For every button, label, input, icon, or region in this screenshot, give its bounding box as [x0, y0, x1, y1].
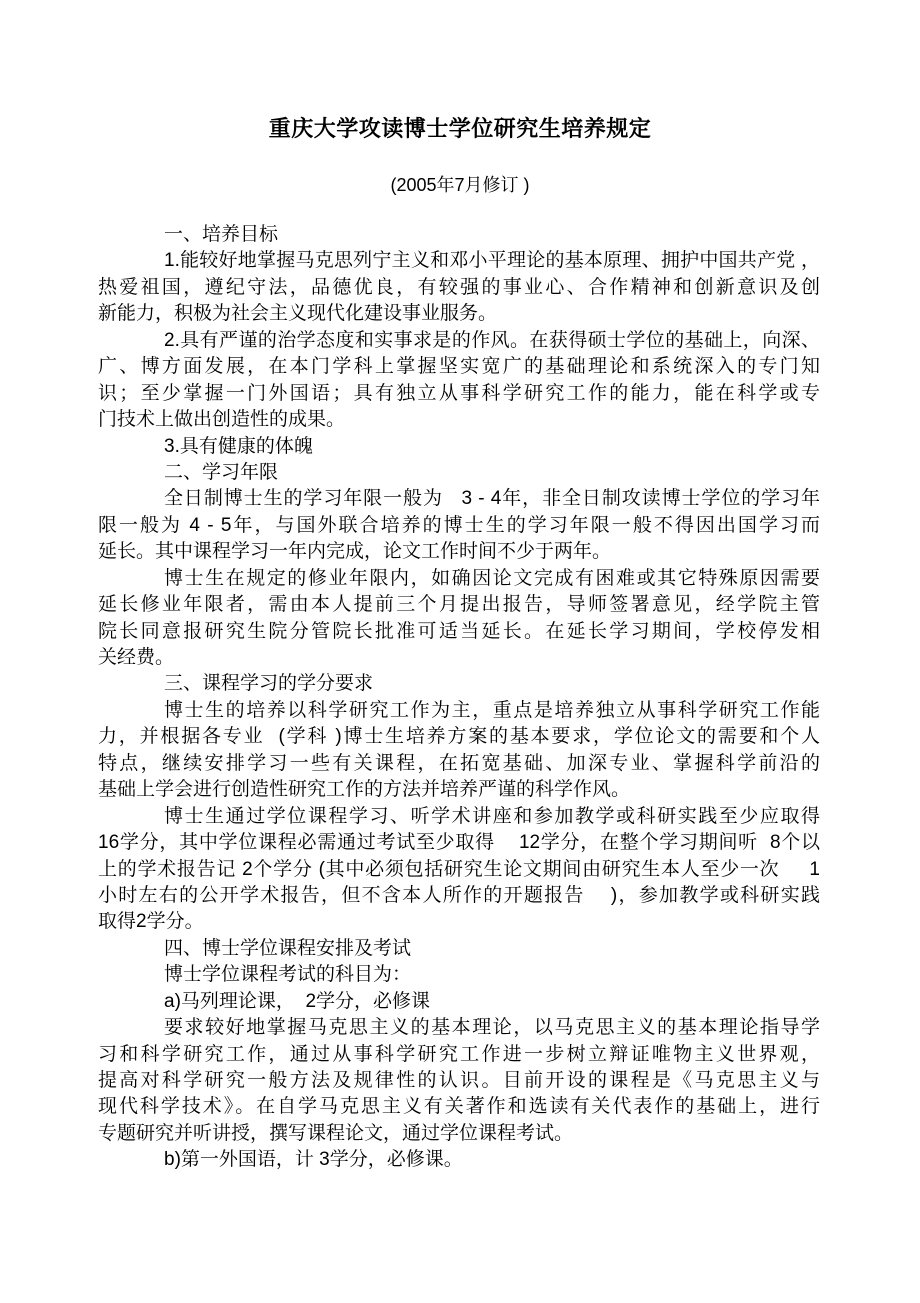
text-line: 关经费。	[98, 647, 175, 668]
text-line: 二、学习年限	[164, 461, 279, 483]
text-line: a)马列理论课， 2学分，必修课	[164, 990, 431, 1012]
text-line: 小时左右的公开学术报告，但不含本人所作的开题报告 )，参加教学或科研实践	[98, 884, 820, 906]
text-line: 博士生在规定的修业年限内，如确因论文完成有困难或其它特殊原因需要	[164, 567, 820, 589]
text-line: 3.具有健康的体魄	[164, 435, 313, 457]
text-line: 博士生的培养以科学研究工作为主，重点是培养独立从事科学研究工作能	[164, 699, 820, 721]
text-line: 现代科学技术》。在自学马克思主义有关著作和选读有关代表作的基础上，进行	[98, 1096, 820, 1118]
text-line: 上的学术报告记 2个学分 (其中必须包括研究生论文期间由研究生本人至少一次 1	[98, 858, 820, 880]
text-line: 特点，继续安排学习一些有关课程，在拓宽基础、加深专业、掌握科学前沿的	[98, 752, 820, 774]
text-line: 博士学位课程考试的科目为：	[164, 964, 412, 986]
text-line: 延长。其中课程学习一年内完成，论文工作时间不少于两年。	[98, 541, 612, 563]
text-line: 提高对科学研究一般方法及规律性的认识。目前开设的课程是《马克思主义与	[98, 1070, 820, 1091]
text-line: 四、博士学位课程安排及考试	[164, 937, 412, 959]
text-line: 要求较好地掌握马克思主义的基本理论，以马克思主义的基本理论指导学	[164, 1017, 820, 1039]
text-line: 基础上学会进行创造性研究工作的方法并培养严谨的科学作风。	[98, 779, 631, 801]
text-line: 专题研究并听讲授，撰写课程论文，通过学位课程考试。	[98, 1122, 574, 1144]
text-line: b)第一外国语，计 3学分，必修课。	[164, 1149, 463, 1171]
text-line: 1.能较好地掌握马克思列宁主义和邓小平理论的基本原理、拥护中国共产党 ，	[164, 250, 820, 272]
text-line: 力，并根据各专业 (学科 )博士生培养方案的基本要求，学位论文的需要和个人	[98, 726, 820, 748]
text-line: 门技术上做出创造性的成果。	[98, 409, 346, 431]
text-line: 广、博方面发展，在本门学科上掌握坚实宽广的基础理论和系统深入的专门知	[98, 356, 820, 378]
text-line: 取得2学分。	[98, 911, 204, 933]
text-line: 博士生通过学位课程学习、听学术讲座和参加教学或科研实践至少应取得	[164, 805, 820, 827]
text-line: 限一般为 4 - 5年，与国外联合培养的博士生的学习年限一般不得因出国学习而	[98, 514, 820, 536]
text-line: 热爱祖国，遵纪守法，品德优良，有较强的事业心、合作精神和创新意识及创	[98, 276, 820, 298]
text-line: 新能力，积极为社会主义现代化建设事业服务。	[98, 303, 498, 325]
text-line: 习和科学研究工作，通过从事科学研究工作进一步树立辩证唯物主义世界观，	[98, 1043, 820, 1065]
text-line: 识；至少掌握一门外国语；具有独立从事科学研究工作的能力，能在科学或专	[98, 382, 820, 404]
document-subtitle: (2005年7月修订 )	[390, 175, 530, 195]
text-line: 延长修业年限者，需由本人提前三个月提出报告，导师签署意见，经学院主管	[98, 594, 820, 616]
text-line: 16学分，其中学位课程必需通过考试至少取得 12学分，在整个学习期间听 8个以	[98, 832, 820, 854]
text-line: 三、课程学习的学分要求	[164, 673, 374, 695]
document-body	[98, 222, 820, 1174]
text-line: 院长同意报研究生院分管院长批准可适当延长。在延长学习期间，学校停发相	[98, 620, 820, 642]
document-title: 重庆大学攻读博士学位研究生培养规定	[268, 116, 652, 141]
text-line: 2.具有严谨的治学态度和实事求是的作风。在获得硕士学位的基础上，向深、	[164, 329, 820, 351]
text-line: 一、培养目标	[164, 224, 279, 245]
text-line: 全日制博士生的学习年限一般为 3 - 4年，非全日制攻读博士学位的学习年	[164, 488, 820, 510]
